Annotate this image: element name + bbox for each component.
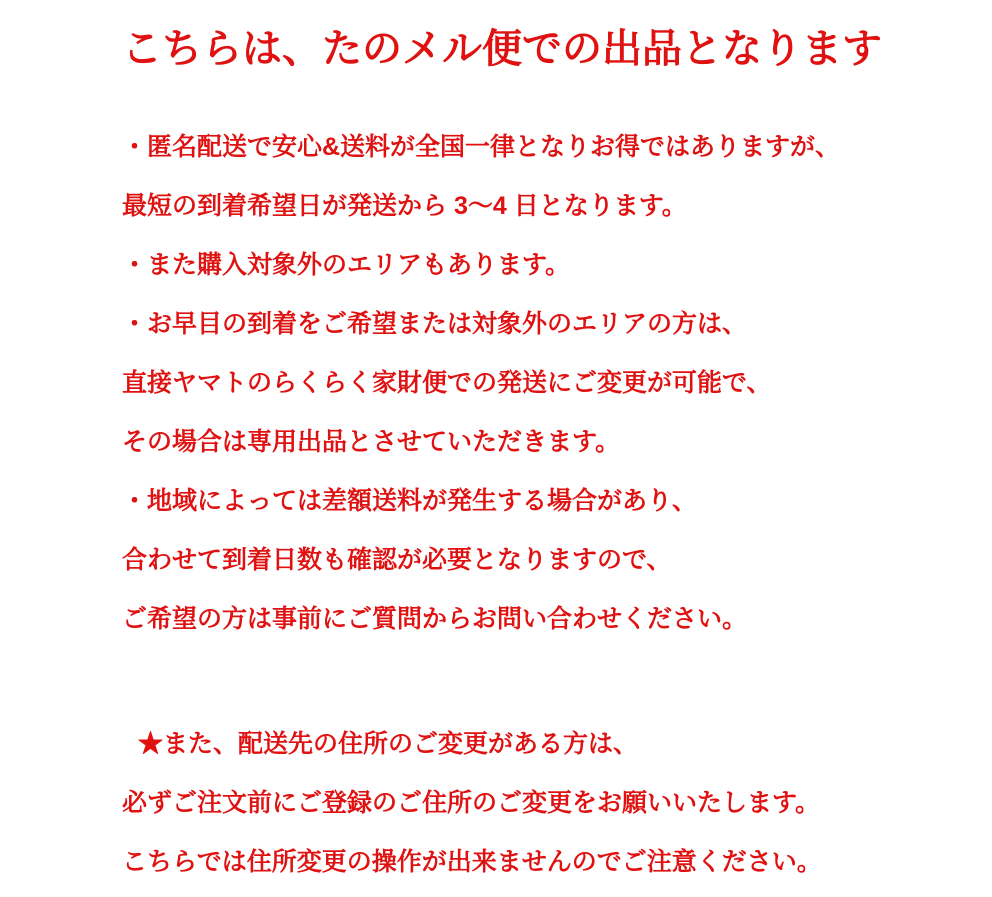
notice-line: 必ずご注文前にご登録のご住所のご変更をお願いいたします。 — [122, 789, 821, 817]
notice-line: 最短の到着希望日が発送から 3～4 日となります。 — [122, 192, 687, 220]
notice-line: ・お早目の到着をご希望または対象外のエリアの方は、 — [122, 310, 748, 338]
notice-line: こちらでは住所変更の操作が出来ませんのでご注意ください。 — [122, 848, 822, 876]
notice-line: ・匿名配送で安心&送料が全国一律となりお得ではありますが、 — [122, 133, 841, 161]
notice-line: 合わせて到着日数も確認が必要となりますので、 — [122, 546, 672, 574]
page-title: こちらは、たのメル便での出品となります — [122, 27, 882, 71]
notice-line: ・地域によっては差額送料が発生する場合があり、 — [122, 487, 698, 515]
notice-line: その場合は専用出品とさせていただきます。 — [122, 428, 621, 456]
notice-line-address-change: ★また、配送先の住所のご変更がある方は、 — [138, 730, 639, 758]
notice-line: ・また購入対象外のエリアもあります。 — [122, 251, 571, 279]
notice-line: ご希望の方は事前にご質問からお問い合わせください。 — [122, 605, 748, 633]
notice-line: 直接ヤマトのらくらく家財便での発送にご変更が可能で、 — [122, 369, 772, 397]
